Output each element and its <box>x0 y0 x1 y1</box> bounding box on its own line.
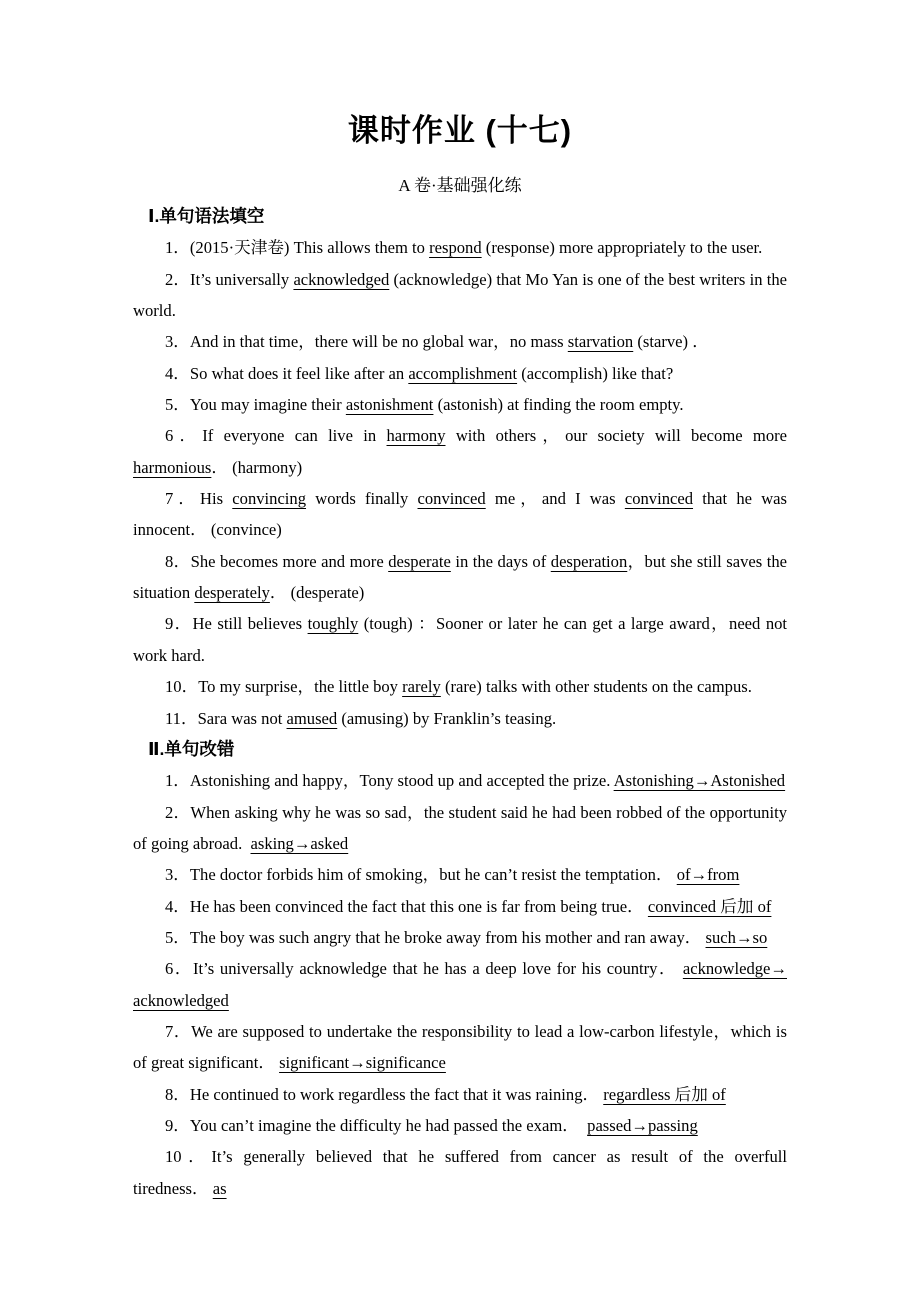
answer-underlined: toughly <box>307 614 359 634</box>
sentence-text: in the days of <box>450 551 551 571</box>
sentence-text: (2015·天津卷) This allows them to <box>189 238 430 258</box>
sentence-text: (rare) talks with other students on the campus. <box>440 677 752 697</box>
answer-underlined: acknowledged <box>293 269 390 289</box>
page-title: 课时作业 (十七) <box>347 113 573 148</box>
sentence-text: It’s universally <box>190 269 294 289</box>
exercise-item <box>133 326 787 357</box>
exercise-item <box>133 483 787 546</box>
item-number: 1． <box>165 771 190 791</box>
exercise-item <box>133 264 787 327</box>
item-number: 5． <box>165 395 190 415</box>
sentence-text: (amusing) by Franklin’s teasing. <box>337 708 557 728</box>
answer-underlined: amused <box>286 708 338 728</box>
sentence-text: The boy was such angry that he broke away from his mother and ran away． <box>189 927 706 947</box>
answer-underlined: accomplishment <box>408 363 518 383</box>
item-number: 6． <box>165 959 193 979</box>
sentence-text: Astonishing and happy，Tony stood up and accepted the prize. <box>189 771 614 791</box>
sentence-text: His <box>200 489 233 509</box>
exercise-item <box>133 765 787 796</box>
item-number: 3． <box>165 865 190 885</box>
sentence-text: We are supposed to undertake the responsibility to lead a low-carbon lifestyle，which is of great significant． <box>133 1021 787 1073</box>
page-subtitle: A 卷·基础强化练 <box>398 176 522 195</box>
exercise-item <box>133 420 787 483</box>
sentence-text: You may imagine their <box>189 395 346 415</box>
answer-underlined: convinced 后加 of <box>647 896 772 916</box>
answer-underlined: such→so <box>705 927 768 947</box>
exercise-item <box>133 1079 787 1110</box>
sentence-text: The doctor forbids him of smoking，but he can’t resist the temptation． <box>189 865 677 885</box>
sentence-text: You can’t imagine the difficulty he had passed the exam． <box>189 1115 588 1135</box>
answer-underlined: convinced <box>624 489 694 509</box>
sentence-text: When asking why he was so sad，the student said he had been robbed of the opportunity of going abroad. <box>133 802 787 853</box>
item-number: 4． <box>165 363 190 383</box>
answer-underlined: desperately <box>194 583 270 603</box>
sentence-text: If everyone can live in <box>202 426 387 446</box>
sentence-text: (tough) ：Sooner or later he can get a large award，need not work hard. <box>133 614 788 665</box>
sentence-text: ． (desperate) <box>269 583 365 603</box>
answer-underlined: starvation <box>567 332 634 352</box>
sentence-text: (response) more appropriately to the user. <box>481 238 763 258</box>
item-number: 8． <box>165 551 191 571</box>
sentence-text: ． (harmony) <box>211 457 303 477</box>
exercise-item <box>133 1110 787 1141</box>
section-heading: Ⅰ.单句语法填空 <box>148 206 265 226</box>
answer-underlined: passed→passing <box>587 1115 698 1135</box>
item-number: 2． <box>165 269 191 289</box>
sentence-text: He has been convinced the fact that this one is far from being true． <box>189 896 648 916</box>
item-number: 7． <box>165 1021 192 1041</box>
sentence-text: that he was innocent． (convince) <box>133 489 788 540</box>
exercise-item <box>133 797 787 860</box>
section-heading: Ⅱ.单句改错 <box>148 738 235 759</box>
answer-underlined: asking→asked <box>250 833 349 853</box>
exercise-item <box>133 922 787 953</box>
answer-underlined: as <box>212 1178 227 1198</box>
answer-underlined: desperation <box>550 551 628 571</box>
answer-underlined: regardless 后加 of <box>603 1084 726 1104</box>
sentence-text: He still believes <box>192 614 308 634</box>
exercise-item <box>133 891 787 922</box>
exercise-item <box>133 953 787 1016</box>
item-number: 11． <box>165 708 198 728</box>
item-number: 9． <box>165 614 193 634</box>
answer-underlined: harmonious <box>133 457 212 477</box>
exercise-item <box>133 546 787 609</box>
item-number: 2． <box>165 802 191 822</box>
answer-underlined: convincing <box>232 489 307 509</box>
exercise-item <box>133 1141 787 1204</box>
exercise-item <box>133 1016 787 1079</box>
answer-underlined: astonishment <box>345 395 434 415</box>
worksheet-body <box>133 201 787 1204</box>
sentence-text: It’s generally believed that he suffered from cancer as result of the overfull tiredness． <box>133 1147 787 1198</box>
item-number: 3． <box>165 332 190 352</box>
sentence-text: (astonish) at finding the room empty. <box>433 395 684 415</box>
answer-underlined: significant→significance <box>279 1053 446 1073</box>
item-number: 9． <box>165 1115 190 1135</box>
item-number: 4． <box>165 896 190 916</box>
answer-underlined: acknowledged <box>133 990 229 1010</box>
exercise-item <box>133 859 787 890</box>
exercise-item <box>133 671 787 702</box>
answer-underlined: respond <box>429 238 482 258</box>
answer-underlined: convinced <box>417 489 486 509</box>
sentence-text: (acknowledge) that Mo Yan is one of the best writers in the world. <box>133 269 787 321</box>
answer-underlined: desperate <box>388 551 451 571</box>
sentence-text: me，and I was <box>485 489 625 509</box>
answer-underlined: of→from <box>676 865 740 885</box>
item-number: 10． <box>165 1147 212 1167</box>
answer-underlined: harmony <box>386 426 446 446</box>
sentence-text: And in that time，there will be no global war，no mass <box>189 332 568 352</box>
item-number: 5． <box>165 927 190 947</box>
answer-underlined: acknowledge→ <box>682 959 787 979</box>
item-number: 10． <box>165 677 199 697</box>
item-number: 8． <box>165 1084 190 1104</box>
sentence-text: (accomplish) like that? <box>517 363 674 383</box>
sentence-text: He continued to work regardless the fact that it was raining． <box>189 1084 604 1104</box>
sentence-text: She becomes more and more <box>190 551 389 571</box>
sentence-text: ，but she still saves the situation <box>133 551 787 603</box>
item-number: 7． <box>165 489 201 509</box>
sentence-text: words finally <box>306 489 418 509</box>
item-number: 6． <box>165 426 203 446</box>
exercise-item <box>133 389 787 420</box>
answer-underlined: rarely <box>402 677 441 697</box>
sentence-text: So what does it feel like after an <box>189 363 409 383</box>
sentence-text: (starve) ． <box>633 332 709 352</box>
item-number: 1． <box>165 238 190 258</box>
sentence-text: Sara was not <box>197 708 287 728</box>
exercise-item <box>133 358 787 389</box>
answer-underlined: Astonishing→Astonished <box>613 771 786 791</box>
exercise-item <box>133 232 787 263</box>
sentence-text: To my surprise，the little boy <box>198 677 403 697</box>
sentence-text: with others，our society will become more <box>445 426 788 446</box>
exercise-item <box>133 703 787 734</box>
exercise-item <box>133 608 787 671</box>
sentence-text: It’s universally acknowledge that he has a deep love for his country． <box>193 959 683 979</box>
